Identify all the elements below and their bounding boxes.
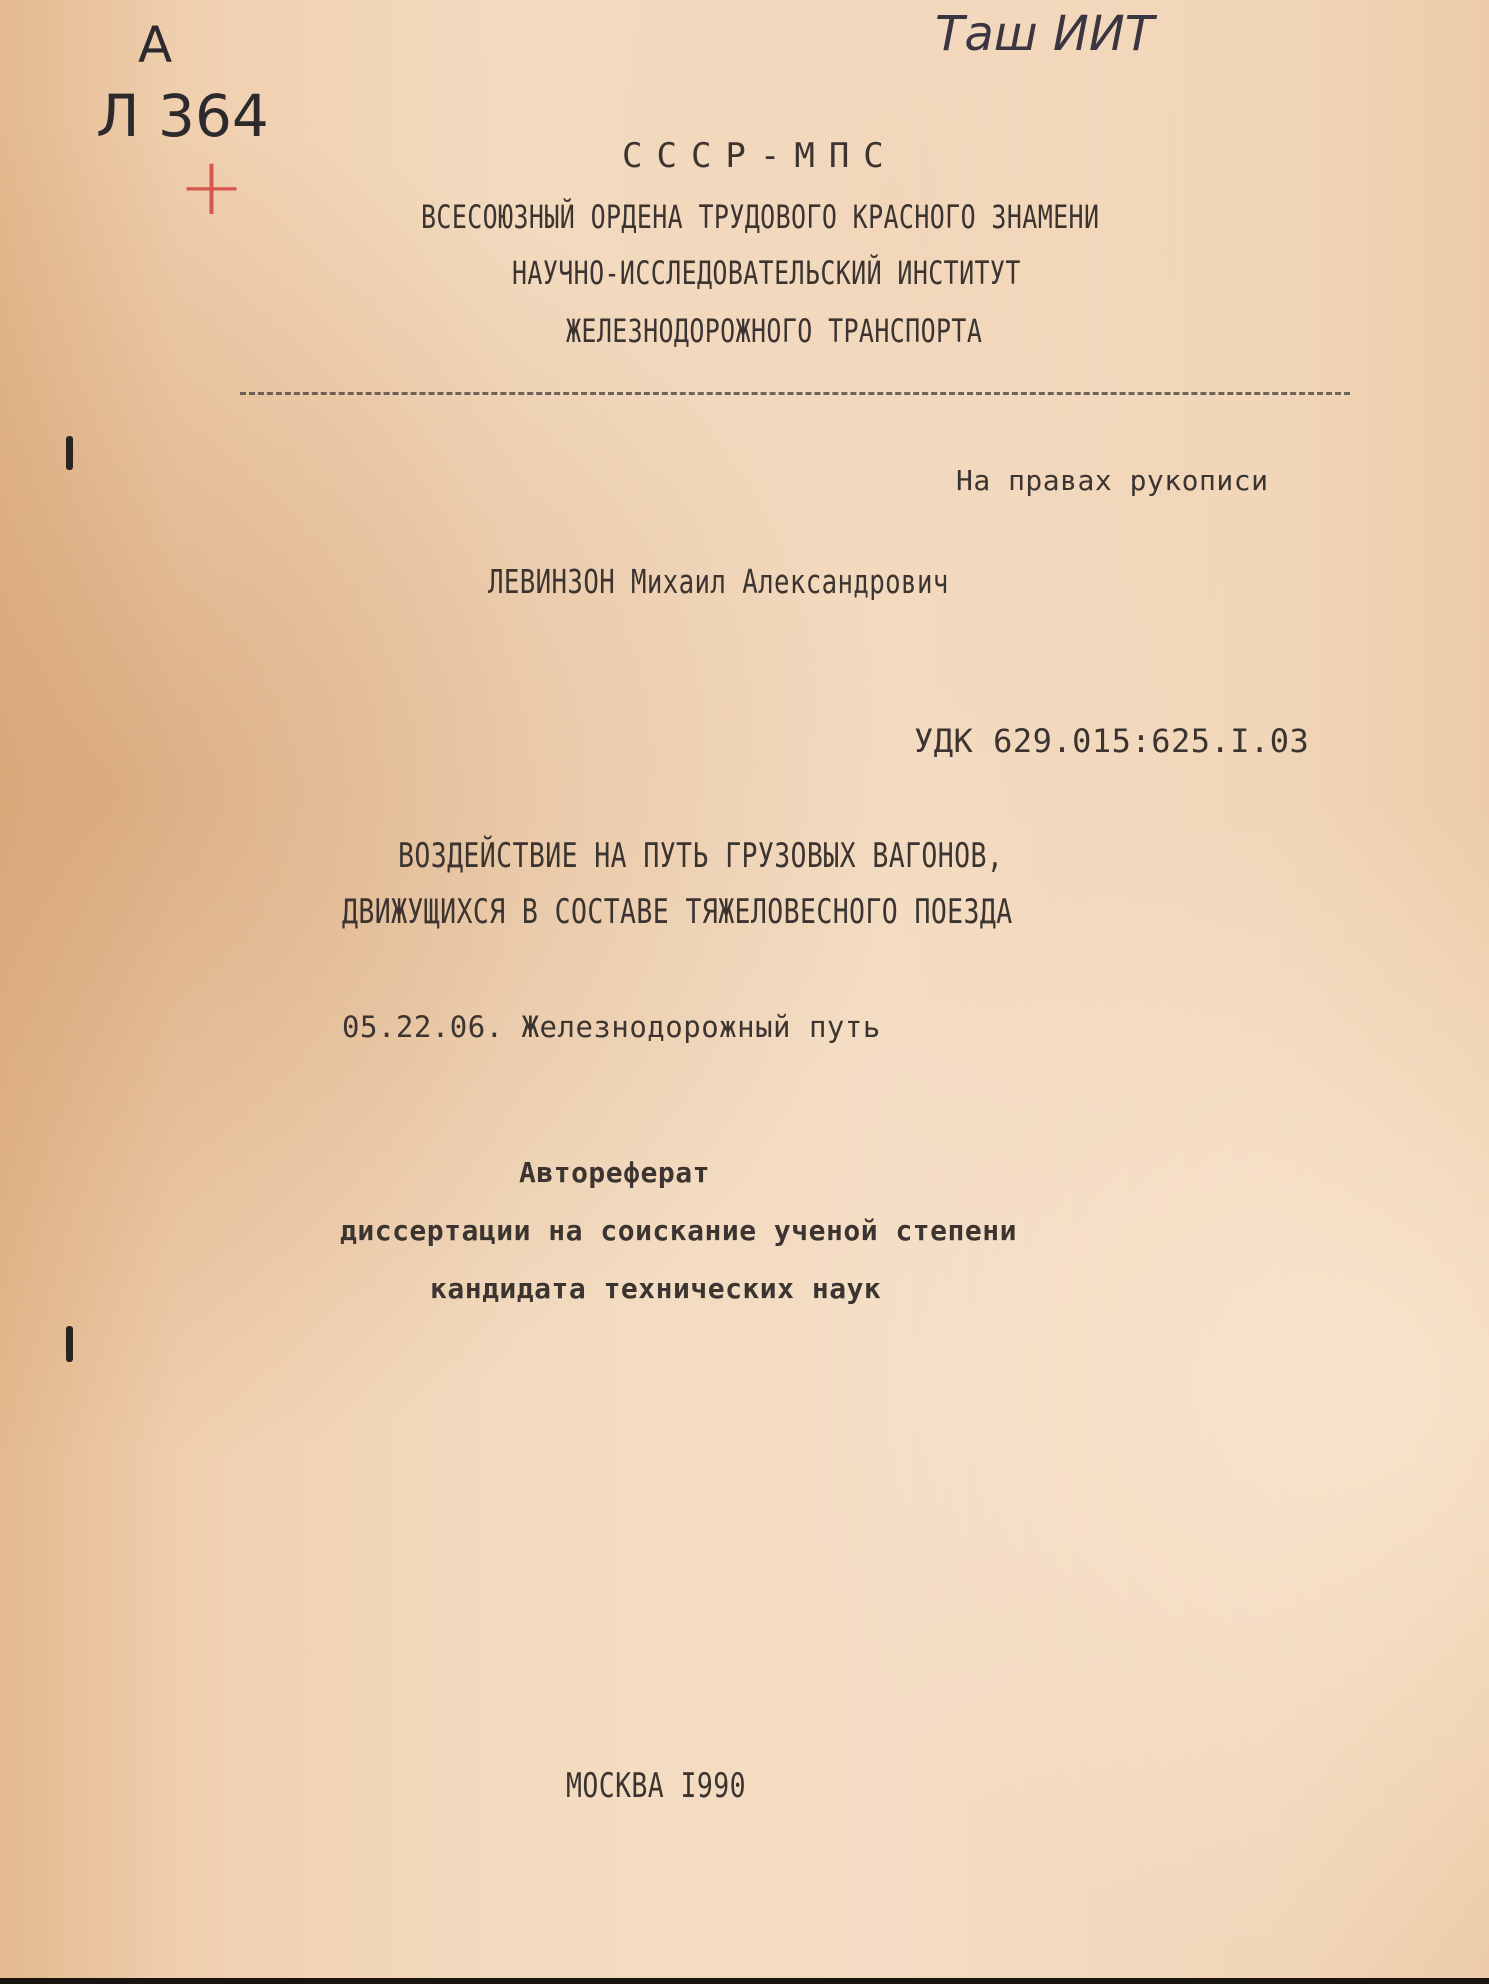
abstract-line-2: диссертации на соискание ученой степени xyxy=(340,1214,1017,1247)
red-plus-mark: + xyxy=(178,140,246,233)
abstract-label: Автореферат xyxy=(519,1156,710,1189)
header-line-4: ЖЕЛЕЗНОДОРОЖНОГО ТРАНСПОРТА xyxy=(566,312,983,350)
binding-hole-top xyxy=(66,436,73,470)
abstract-line-3: кандидата технических наук xyxy=(430,1272,882,1305)
title-line-1: ВОЗДЕЙСТВИЕ НА ПУТЬ ГРУЗОВЫХ ВАГОНОВ, xyxy=(398,836,1004,876)
rights-note: На правах рукописи xyxy=(956,464,1269,497)
header-line-3: НАУЧНО-ИССЛЕДОВАТЕЛЬСКИЙ ИНСТИТУТ xyxy=(512,254,1021,292)
header-divider xyxy=(240,392,1350,399)
shelf-letter: А xyxy=(138,16,173,74)
header-line-2: ВСЕСОЮЗНЫЙ ОРДЕНА ТРУДОВОГО КРАСНОГО ЗНАМЕНИ xyxy=(421,198,1100,236)
shelf-number: Л 364 xyxy=(96,82,269,150)
binding-hole-bottom xyxy=(66,1326,73,1362)
specialty: 05.22.06. Железнодорожный путь xyxy=(342,1010,881,1044)
header-line-1: СССР-МПС xyxy=(622,136,898,176)
title-line-2: ДВИЖУЩИХСЯ В СОСТАВЕ ТЯЖЕЛОВЕСНОГО ПОЕЗДА xyxy=(342,892,1013,932)
city-year: МОСКВА I990 xyxy=(566,1766,746,1806)
author-name: ЛЕВИНЗОН Михаил Александрович xyxy=(488,562,949,601)
udc-code: УДК 629.015:625.I.03 xyxy=(914,722,1310,760)
library-note: Таш ИИТ xyxy=(935,6,1155,62)
scan-edge xyxy=(0,1978,1489,1984)
